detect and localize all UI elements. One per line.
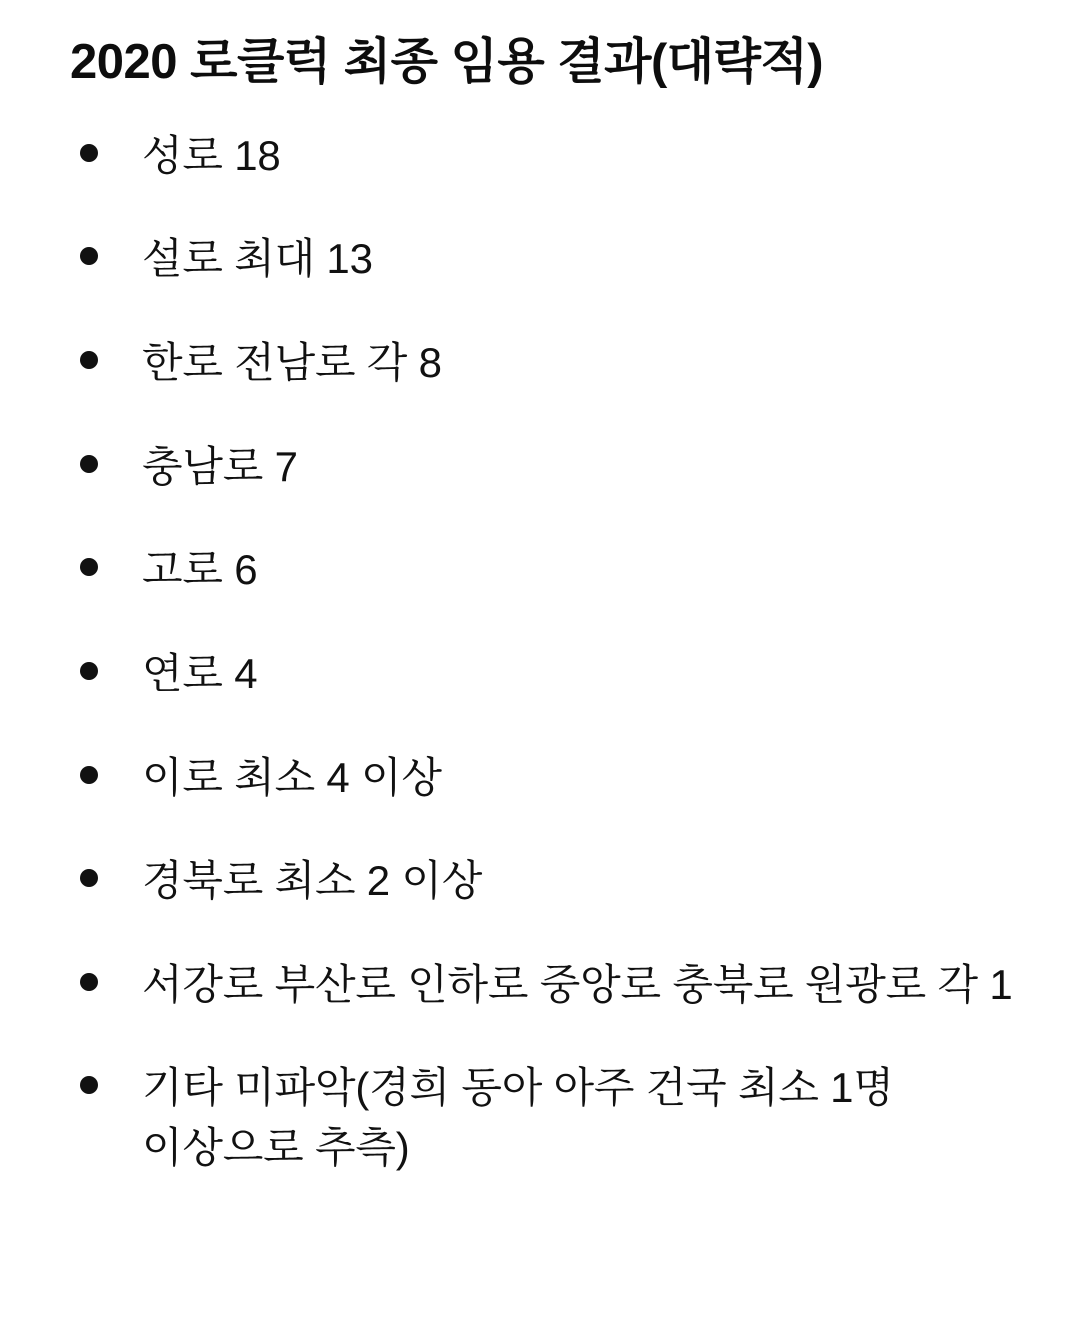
list-item xyxy=(62,748,1024,808)
list-item-label: 설로 최대 13 xyxy=(142,235,373,283)
filled-circle-bullet-icon xyxy=(80,351,98,369)
filled-circle-bullet-icon xyxy=(80,973,98,991)
list-item xyxy=(62,333,1024,393)
filled-circle-bullet-icon xyxy=(80,455,98,473)
filled-circle-bullet-icon xyxy=(80,1076,98,1094)
page-title: 2020 로클럭 최종 임용 결과(대략적) xyxy=(70,35,824,89)
list-item xyxy=(62,851,1024,911)
list-item-label: 충남로 7 xyxy=(142,442,298,490)
list-item xyxy=(62,540,1024,600)
list-item-label: 이로 최소 4 이상 xyxy=(142,753,442,801)
list-item-label: 성로 18 xyxy=(142,131,281,179)
list-item xyxy=(62,229,1024,289)
list-item-label: 한로 전남로 각 8 xyxy=(142,339,442,387)
filled-circle-bullet-icon xyxy=(80,662,98,680)
results-bullet-list xyxy=(62,126,1024,1178)
list-item-label: 경북로 최소 2 이상 xyxy=(142,857,483,905)
list-item xyxy=(62,126,1024,186)
list-item xyxy=(62,1058,1024,1177)
list-item-label: 서강로 부산로 인하로 중앙로 충북로 원광로 각 1 xyxy=(142,960,1013,1008)
list-item-label: 고로 6 xyxy=(142,546,258,594)
filled-circle-bullet-icon xyxy=(80,247,98,265)
list-item xyxy=(62,955,1024,1015)
list-item xyxy=(62,644,1024,704)
filled-circle-bullet-icon xyxy=(80,869,98,887)
filled-circle-bullet-icon xyxy=(80,144,98,162)
list-item-label: 연로 4 xyxy=(142,649,258,697)
list-item-label: 기타 미파악(경희 동아 아주 건국 최소 1명 이상으로 추측) xyxy=(142,1064,894,1172)
list-item xyxy=(62,437,1024,497)
filled-circle-bullet-icon xyxy=(80,558,98,576)
filled-circle-bullet-icon xyxy=(80,766,98,784)
